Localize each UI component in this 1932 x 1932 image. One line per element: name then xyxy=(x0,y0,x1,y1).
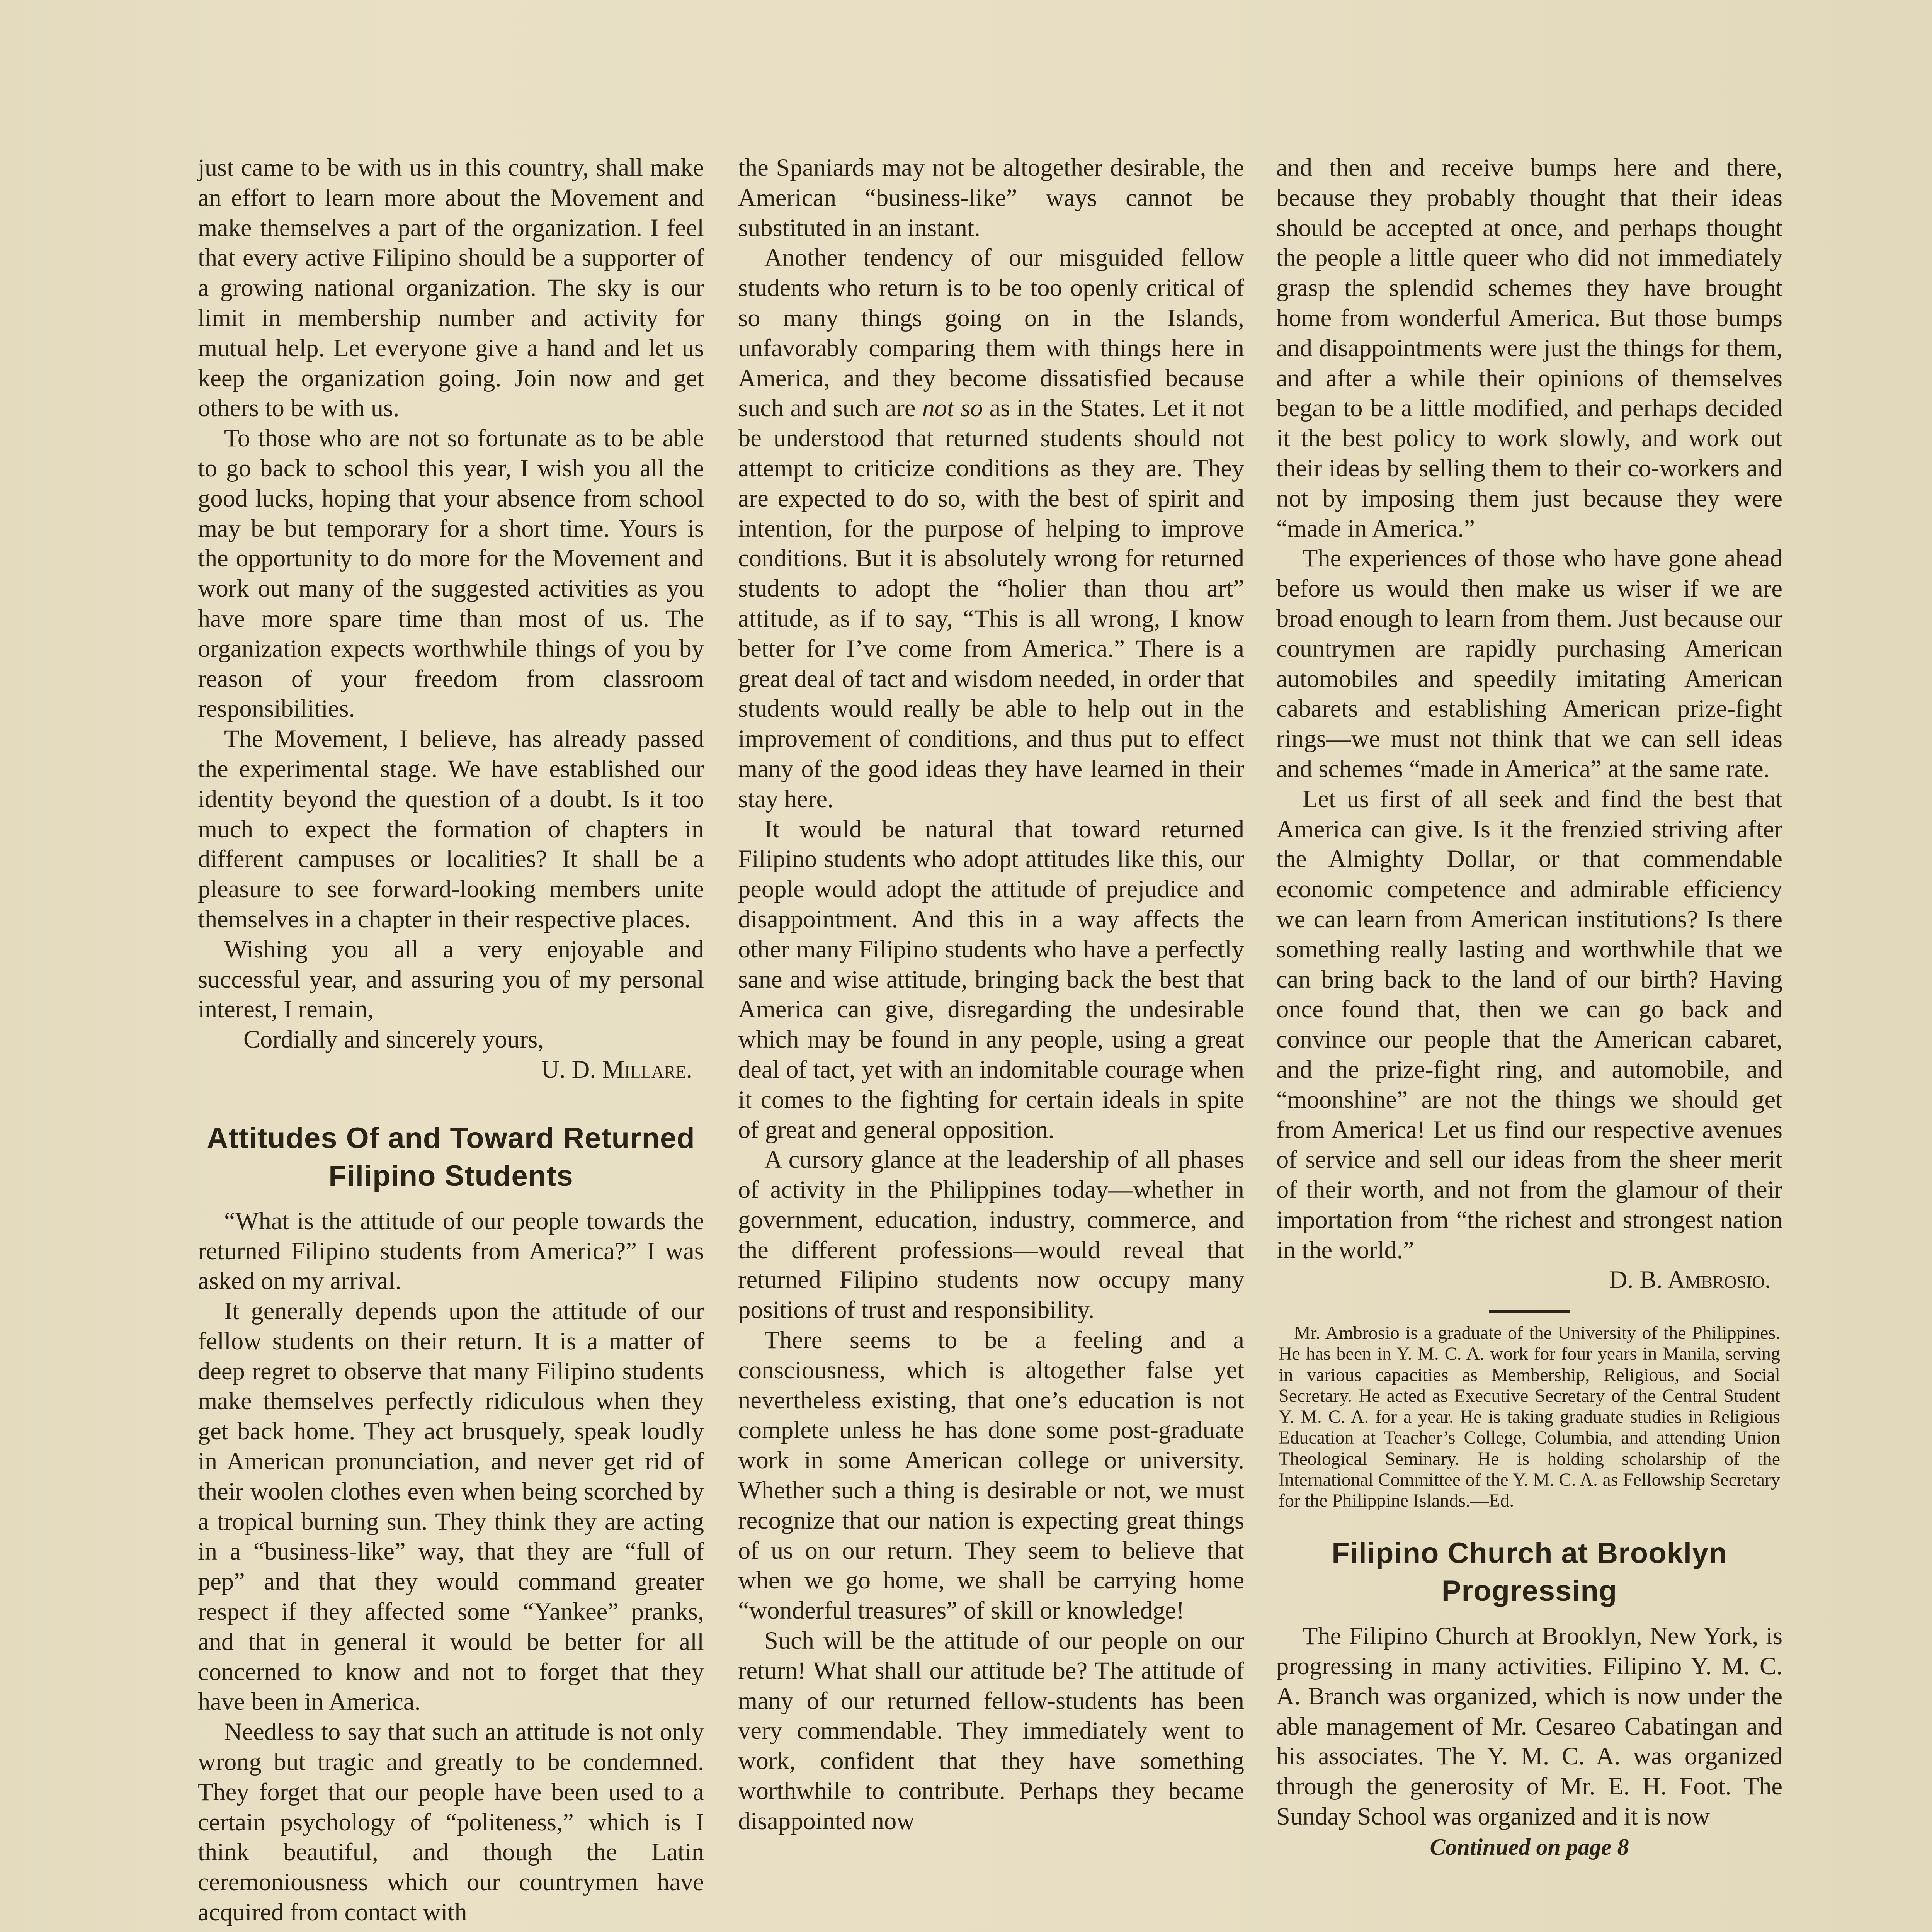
article-title-attitudes: Attitudes Of and Toward Returned Filipino Students xyxy=(207,1121,695,1192)
divider-rule xyxy=(1489,1310,1570,1313)
paragraph-text: as in the States. Let it not be understood that returned students should not attempt to criticize conditions as they are. They are expected to do so, with the best of spirit and intention, for the purpose of helping to improve conditions. But it is absolutely wrong for returned students to adopt the “holier than thou art” attitude, as if to say, “This is all wrong, I know better for I’ve come from America.” There is a great deal of tact and wisdom needed, in order that students would really be able to help out in the improvement of conditions, and thus put to effect many of the good ideas they have learned in their stay here. xyxy=(738,394,1244,813)
paragraph: Such will be the attitude of our people on our return! What shall our attitude be? The attitude of many of our returned fellow-students has been very commendable. They immediately went to work, confident that they have something worthwhile to contribute. Perhaps they became disappointed now xyxy=(738,1627,1244,1835)
letter-closing: Cordially and sincerely yours, xyxy=(243,1026,544,1053)
paragraph: There seems to be a feeling and a consciousness, which is altogether false yet nevertheless existing, that one’s education is not complete unless he has done some post-graduate work in some American college or university. Whether such a thing is desirable or not, we must recognize that our nation is expecting great things of us on our return. They seem to believe that when we go home, we shall be carrying home “wonderful treasures” of skill or knowledge! xyxy=(738,1326,1244,1624)
paragraph-text: Another tendency of our misguided fellow students who return is to be too openly critical of so many things going on in the Islands, unfavorably comparing them with things here in America, and they become dissatisfied because such and such are xyxy=(738,244,1244,422)
paragraph: To those who are not so fortunate as to be able to go back to school this year, I wish you all the good lucks, hoping that your absence from school may be but temporary for a short time. Yours is the opportunity to do more for the Movement and work out many of the suggested activities as you have more spare time than most of us. The organization expects worthwhile things of you by reason of your freedom from classroom responsibilities. xyxy=(198,424,704,723)
emphasis-text: not so xyxy=(922,394,983,422)
article-title-brooklyn: Filipino Church at Brooklyn Progressing xyxy=(1332,1537,1727,1608)
paragraph: Wishing you all a very enjoyable and successful year, and assuring you of my personal interest, I remain, xyxy=(198,935,704,1023)
paragraph: The Movement, I believe, has already passed the experimental stage. We have established our identity beyond the question of a doubt. Is it too much to expect the formation of chapters in different campuses or localities? It shall be a pleasure to see forward-looking members unite themselves in a chapter in their respective places. xyxy=(198,725,704,933)
paragraph: It would be natural that toward returned Filipino students who adopt attitudes like this, our people would adopt the attitude of prejudice and disappointment. And this in a way affects the other many Filipino students who have a perfectly sane and wise attitude, bringing back the best that America can give, disregarding the undesirable which may be found in any people, using a great deal of tact, yet with an indomitable courage when it comes to the fighting for certain ideals in spite of great and general opposition. xyxy=(738,815,1244,1143)
paragraph: the Spaniards may not be altogether desirable, the American “business-like” ways cannot be substituted in an instant. xyxy=(738,154,1244,242)
paragraph: and then and receive bumps here and there, because they probably thought that their ideas should be accepted at once, and perhaps thought the people a little queer who did not immediately grasp the splendid schemes they have brought home from wonderful America. But those bumps and disappointments were just the things for them, and after a while their opinions of themselves began to be a little modified, and perhaps decided it the best policy to work slowly, and work out their ideas by selling them to their co-workers and not by imposing them just because they were “made in America.” xyxy=(1276,154,1782,542)
paragraph xyxy=(738,243,1244,814)
column-1 xyxy=(198,153,704,1927)
paragraph: Let us first of all seek and find the best that America can give. Is it the frenzied striving after the Almighty Dollar, or that commendable economic competence and admirable efficiency we can learn from American institutions? Is there something really lasting and worthwhile that we can bring back to the land of our birth? Having once found that, then we can go back and convince our people that the American cabaret, and the prize-fight ring, and automobile, and “moonshine” are not the things we should get from America! Let us find our respective avenues of service and sell our ideas from the sheer merit of their worth, and not from the glamour of their importation from “the richest and strongest nation in the world.” xyxy=(1276,785,1782,1264)
paragraph: “What is the attitude of our people towards the returned Filipino students from America?” I was asked on my arrival. xyxy=(198,1207,704,1295)
signature-text: D. B. Ambrosio. xyxy=(1609,1266,1771,1294)
column-2 xyxy=(738,153,1244,1836)
paragraph: A cursory glance at the leadership of all phases of activity in the Philippines today—whether in government, education, industry, commerce, and the different professions—would reveal that returned Filipino students now occupy many positions of trust and responsibility. xyxy=(738,1146,1244,1324)
paragraph: just came to be with us in this country, shall make an effort to learn more about the Movement and make themselves a part of the organization. I feel that every active Filipino should be a supporter of a growing national organization. The sky is our limit in membership number and activity for mutual help. Let everyone give a hand and let us keep the organization going. Join now and get others to be with us. xyxy=(198,154,704,422)
paragraph: It generally depends upon the attitude of our fellow students on their return. It is a matter of deep regret to observe that many Filipino students make themselves perfectly ridiculous when they get back home. They act brusquely, speak loudly in American pronunciation, and never get rid of their woolen clothes even when being scorched by a tropical burning sun. They think they are acting in a “business-like” way, that they are “full of pep” and that they would command greater respect if they affected some “Yankee” pranks, and that in general it would be better for all concerned to know and not to forget that they have been in America. xyxy=(198,1297,704,1716)
signature-millare xyxy=(198,1054,704,1085)
column-3 xyxy=(1276,153,1782,1862)
signature-text: U. D. Millare. xyxy=(541,1055,692,1083)
editor-note: Mr. Ambrosio is a graduate of the University of the Philippines. He has been in Y. M. C. A. work for four years in Manila, serving in various capacities as Membership, Religious, and Social Secretary. He acted as Executive Secretary of the Central Student Y. M. C. A. for a year. He is taking graduate studies in Religious Education at Teacher’s College, Columbia, and attending Union Theological Seminary. He is holding scholarship of the International Committee of the Y. M. C. A. as Fellowship Secretary for the Philippine Islands.—Ed. xyxy=(1279,1323,1780,1511)
continued-note: Continued on page 8 xyxy=(1430,1834,1629,1860)
paragraph: The Filipino Church at Brooklyn, New York, is progressing in many activities. Filipino Y. M. C. A. Branch was organized, which is now under the able management of Mr. Cesareo Cabatingan and his associates. The Y. M. C. A. was organized through the generosity of Mr. E. H. Foot. The Sunday School was organized and it is now xyxy=(1276,1622,1782,1830)
paragraph: The experiences of those who have gone ahead before us would then make us wiser if we are broad enough to learn from them. Just because our countrymen are rapidly purchasing American automobiles and speedily imitating American cabarets and establishing American prize-fight rings—we must not think that we can sell ideas and schemes “made in America” at the same rate. xyxy=(1276,544,1782,782)
signature-ambrosio xyxy=(1276,1265,1782,1295)
paragraph: Needless to say that such an attitude is not only wrong but tragic and greatly to be condemned. They forget that our people have been used to a certain psychology of “politeness,” which is I think beautiful, and though the Latin ceremoniousness which our countrymen have acquired from contact with xyxy=(198,1718,704,1926)
